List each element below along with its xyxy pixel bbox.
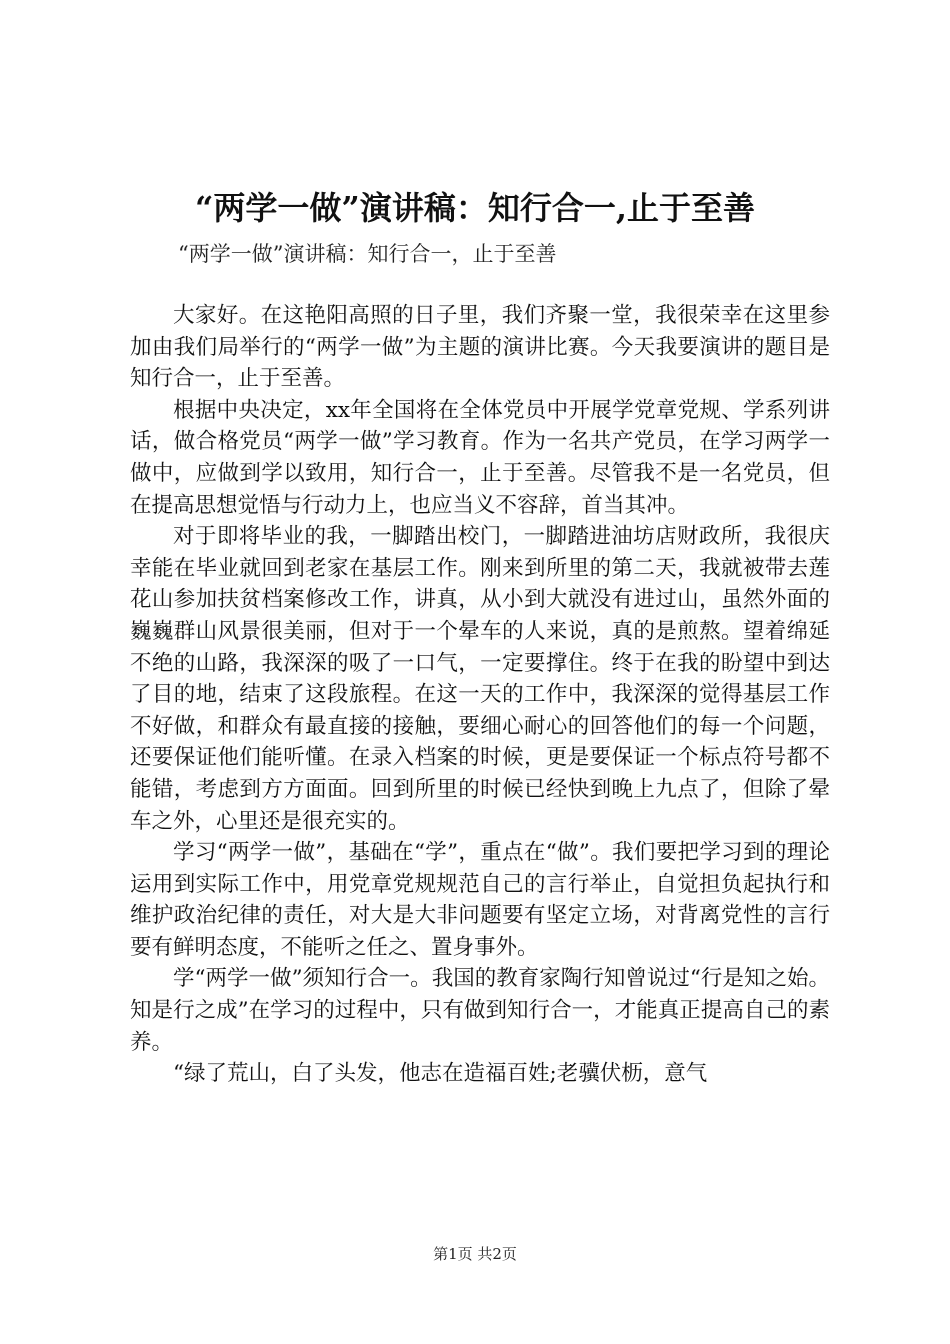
page-title: “两学一做”演讲稿：知行合一,止于至善 [195,189,755,227]
paragraph: “绿了荒山，白了头发，他志在造福百姓;老骥伏枥，意气 [173,1061,708,1087]
paragraph: 根据中央决定，xx年全国将在全体党员中开展学党章党规、学系列讲话，做合格党员“两学一做”学习教育。作为一名共产党员，在学习两学一做中，应做到学以致用，知行合一，止于至善。尽管我不是一名党员，但在提高思想觉悟与行动力上，也应当义不容辞，首当其冲。 [130,397,830,518]
paragraph: 大家好。在这艳阳高照的日子里，我们齐聚一堂，我很荣幸在这里参加由我们局举行的“两学一做”为主题的演讲比赛。今天我要演讲的题目是知行合一，止于至善。 [130,303,830,392]
paragraph: 学“两学一做”须知行合一。我国的教育家陶行知曾说过“行是知之始。知是行之成”在学习的过程中，只有做到知行合一，才能真正提高自己的素养。 [130,966,830,1055]
page-number: 第1页 共2页 [433,1245,517,1263]
document-subtitle: “两学一做”演讲稿：知行合一，止于至善 [178,242,557,266]
paragraph: 学习“两学一做”，基础在“学”，重点在“做”。我们要把学习到的理论运用到实际工作中，用党章党规规范自己的言行举止，自觉担负起执行和维护政治纪律的责任，对大是大非问题要有坚定立场，对背离党性的言行要有鲜明态度，不能听之任之、置身事外。 [130,840,830,960]
paragraph: 对于即将毕业的我，一脚踏出校门，一脚踏进油坊店财政所，我很庆幸能在毕业就回到老家在基层工作。刚来到所里的第二天，我就被带去莲花山参加扶贫档案修改工作，讲真，从小到大就没有进过山，虽然外面的巍巍群山风景很美丽，但对于一个晕车的人来说，真的是煎熬。望着绵延不绝的山路，我深深的吸了一口气，一定要撑住。终于在我的盼望中到达了目的地，结束了这段旅程。在这一天的工作中，我深深的觉得基层工作不好做，和群众有最直接的接触，要细心耐心的回答他们的每一个问题，还要保证他们能听懂。在录入档案的时候，更是要保证一个标点符号都不能错，考虑到方方面面。回到所里的时候已经快到晚上九点了，但除了晕车之外，心里还是很充实的。 [130,524,830,834]
document-body [130,300,830,1090]
